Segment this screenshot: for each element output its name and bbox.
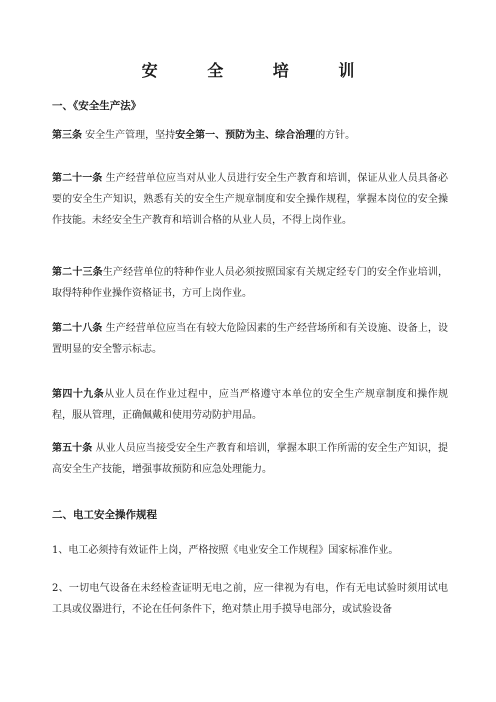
- article-text: 生产经营单位应当在有较大危险因素的生产经营场所和有关设施、设备上，设置明显的安全警示标志。: [52, 323, 449, 355]
- article-21: [52, 168, 448, 231]
- article-text: 生产经营单位的特种作业人员必须按照国家有关规定经专门的安全作业培训，取得特种作业操作资格证书，方可上岗作业。: [52, 267, 449, 299]
- article-emphasis: 安全第一、预防为主、综合治理: [175, 130, 316, 141]
- article-23: [52, 262, 448, 304]
- article-text: 生产经营单位应当对从业人员进行安全生产教育和培训，保证从业人员具备必要的安全生产知识，熟悉有关的安全生产规章制度和安全操作规程，掌握本岗位的安全操作技能。未经安全生产教育和培训合格的从业人员，不得上岗作业。: [52, 173, 449, 226]
- article-label: 第四十九条: [52, 389, 105, 400]
- article-text: 从业人员在作业过程中，应当严格遵守本单位的安全生产规章制度和操作规程，服从管理，正确佩戴和使用劳动防护用品。: [52, 389, 449, 421]
- section-heading-electrician-rules: 二、电工安全操作规程: [52, 509, 157, 521]
- document-title: 安 全 培 训: [141, 61, 377, 80]
- article-28: [52, 318, 448, 360]
- article-label: 第三条: [52, 130, 82, 141]
- article-label: 第二十八条: [52, 323, 103, 334]
- rule-item-2: 2、一切电气设备在未经检查证明无电之前，应一律视为有电，作有无电试验时须用试电工具或仪器进行，不论在任何条件下，绝对禁止用手摸导电部分，或试验设备: [52, 583, 448, 615]
- article-label: 第二十一条: [52, 173, 103, 184]
- article-50: [52, 438, 448, 480]
- section-heading-safety-law: 一、《安全生产法》: [52, 100, 142, 112]
- article-label: 第二十三条: [52, 267, 103, 278]
- article-49: [52, 384, 448, 426]
- article-label: 第五十条: [52, 443, 93, 454]
- article-text: 安全生产管理，坚持: [82, 130, 176, 141]
- article-text: 从业人员应当接受安全生产教育和培训，掌握本职工作所需的安全生产知识，提高安全生产技能，增强事故预防和应急处理能力。: [52, 443, 448, 475]
- article-3: [52, 125, 448, 146]
- article-text: 的方针。: [315, 130, 356, 141]
- rule-item-1: 1、电工必须持有效证件上岗，严格按照《电业安全工作规程》国家标准作业。: [52, 545, 399, 556]
